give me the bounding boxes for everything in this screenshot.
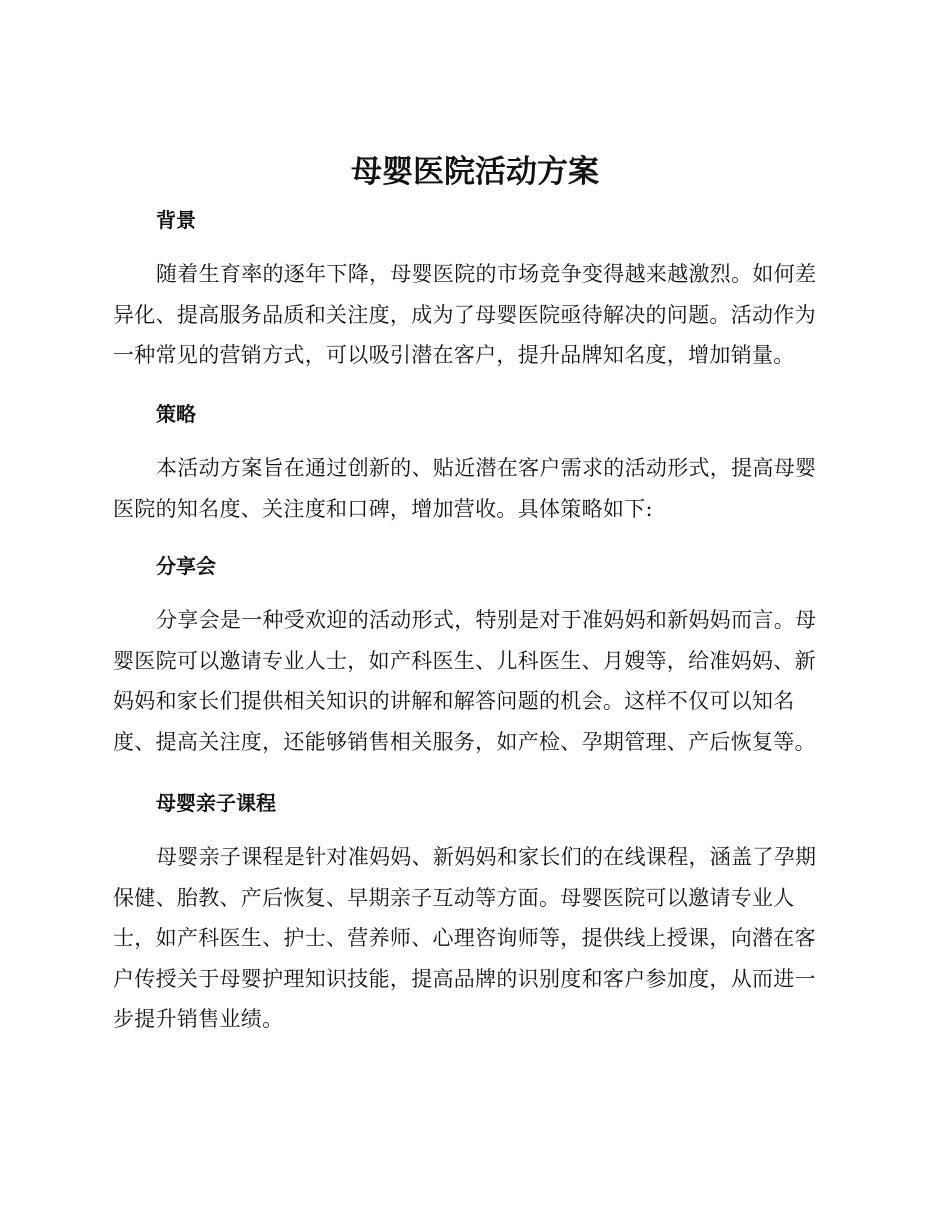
paragraph-line: 妈妈和家长们提供相关知识的讲解和解答问题的机会。这样不仅可以知名: [113, 689, 795, 713]
paragraph-line: 母婴亲子课程是针对准妈妈、新妈妈和家长们的在线课程，涵盖了孕期: [156, 845, 817, 869]
paragraph-line: 度、提高关注度，还能够销售相关服务，如产检、孕期管理、产后恢复等。: [113, 729, 816, 754]
section-heading-background: 背景: [156, 208, 196, 232]
section-paragraph-background: [113, 254, 835, 376]
section-heading-strategy: 策略: [156, 402, 196, 426]
paragraph-line: 户传授关于母婴护理知识技能，提高品牌的识别度和客户参加度，从而进一: [113, 966, 816, 991]
document-title: 母婴医院活动方案: [351, 154, 599, 190]
section-paragraph-parenting-course: [113, 837, 835, 1040]
paragraph-line: 士，如产科医生、护士、营养师、心理咨询师等，提供线上授课，向潜在客: [113, 926, 816, 950]
paragraph-line: 保健、胎教、产后恢复、早期亲子互动等方面。母婴医院可以邀请专业人: [113, 885, 795, 910]
paragraph-line: 医院的知名度、关注度和口碑，增加营收。具体策略如下:: [113, 496, 653, 521]
paragraph-line: 分享会是一种受欢迎的活动形式，特别是对于准妈妈和新妈妈而言。母: [156, 608, 817, 632]
section-heading-parenting-course: 母婴亲子课程: [156, 791, 276, 815]
section-paragraph-strategy: [113, 448, 835, 529]
paragraph-line: 随着生育率的逐年下降，母婴医院的市场竞争变得越来越激烈。如何差: [156, 262, 817, 286]
paragraph-line: 本活动方案旨在通过创新的、贴近潜在客户需求的活动形式，提高母婴: [156, 456, 817, 480]
paragraph-line: 异化、提高服务品质和关注度，成为了母婴医院亟待解决的问题。活动作为: [113, 302, 816, 327]
section-heading-sharing-session: 分享会: [156, 554, 216, 578]
paragraph-line: 一种常见的营销方式，可以吸引潜在客户，提升品牌知名度，增加销量。: [113, 343, 795, 367]
section-paragraph-sharing-session: [113, 600, 835, 762]
paragraph-line: 婴医院可以邀请专业人士，如产科医生、儿科医生、月嫂等，给准妈妈、新: [113, 648, 816, 673]
paragraph-line: 步提升销售业绩。: [113, 1007, 284, 1031]
